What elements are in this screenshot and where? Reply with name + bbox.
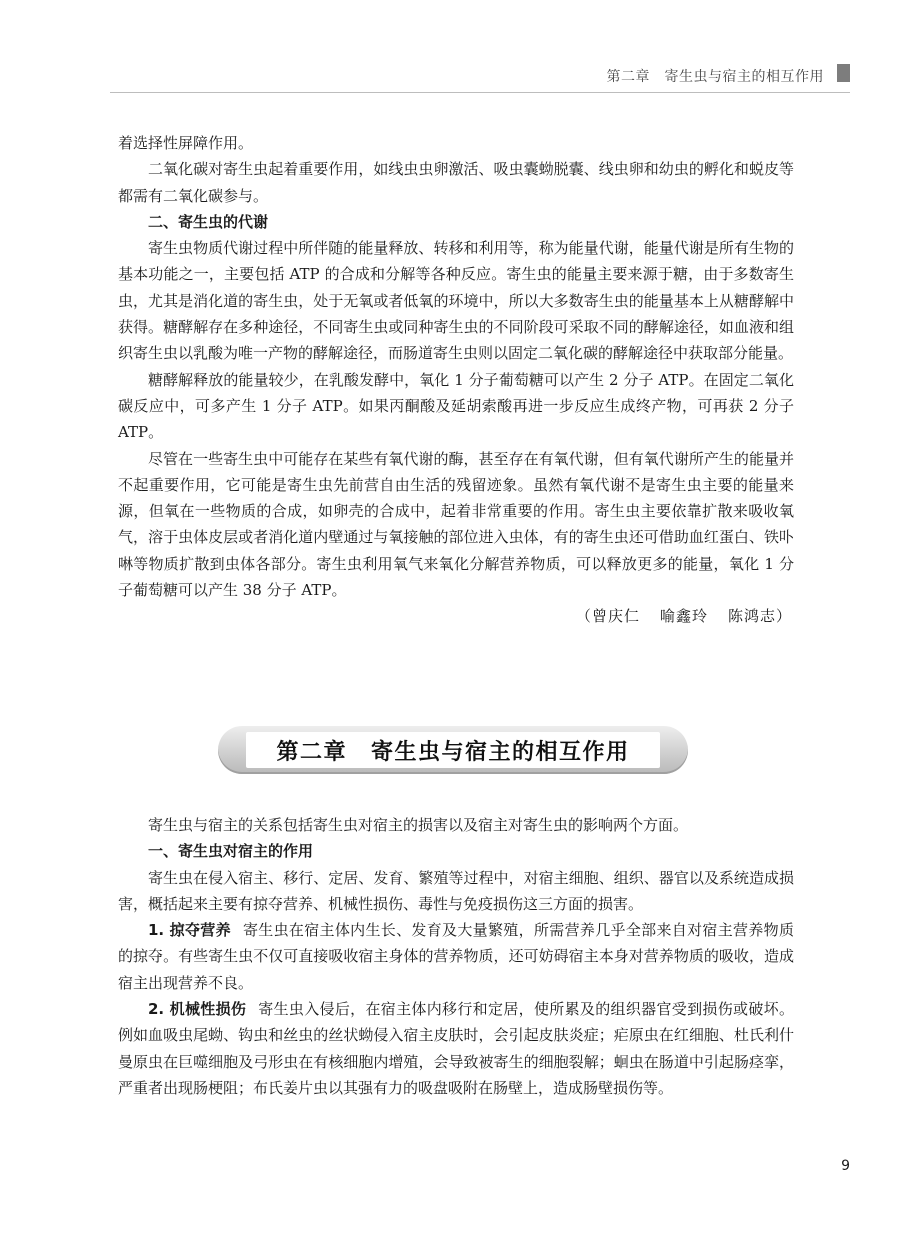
section-heading: 二、寄生虫的代谢 [148,212,269,231]
author-open-paren: （ [575,607,592,626]
running-title: 第二章 寄生虫与宿主的相互作用 [606,69,824,85]
paragraph: 寄生虫与宿主的关系包括寄生虫对宿主的损害以及宿主对寄生虫的影响两个方面。 [148,816,689,834]
chapter-title [276,735,629,766]
paragraph: 尽管在一些寄生虫中可能存在某些有氧代谢的酶，甚至存在有氧代谢，但有氧代谢所产生的能量并不起重要作用，它可能是寄生虫先前营自由生活的残留迹象。虽然有氧代谢不是寄生虫主要的能量来源，但氧在一些物质的合成，如卵壳的合成中，起着非常重要的作用。寄生虫主要依靠扩散来吸收氧气，溶于虫体皮层或者消化道内壁通过与氧接触的部位进入虫体，有的寄生虫还可借助血红蛋白、铁卟啉等物质扩散到虫体各部分。寄生虫利用氧气来氧化分解营养物质，可以释放更多的能量，氧化 1 分子葡萄糖可以产生 38 分子 ATP。 [118,449,794,600]
item-text: 寄生虫入侵后，在宿主体内移行和定居，使所累及的组织器官受到损伤或破坏。例如血吸虫尾蚴、钩虫和丝虫的丝状蚴侵入宿主皮肤时，会引起皮肤炎症；疟原虫在红细胞、杜氏利什曼原虫在巨噬细胞及弓形虫在有核细胞内增殖，会导致被寄生的细胞裂解；蛔虫在肠道中引起肠痉挛，严重者出现肠梗阻；布氏姜片虫以其强有力的吸盘吸附在肠壁上，造成肠壁损伤等。 [118,1000,795,1097]
list-item [118,996,794,1101]
running-header [110,62,850,93]
section-heading: 一、寄生虫对宿主的作用 [148,842,314,861]
author-name: 陈鸿志 [727,607,776,626]
chapter-name: 寄生虫与宿主的相互作用 [371,738,630,765]
chapter-number: 第二章 [276,738,347,765]
chapter-title-box [246,732,660,768]
author-close-paren: ） [775,607,792,626]
chapter-title-banner [218,726,688,774]
item-title: 1. 掠夺营养 [148,921,231,940]
paragraph: 着选择性屏障作用。 [118,134,254,152]
author-name: 喻鑫玲 [659,607,708,626]
header-marker [837,64,850,82]
list-item [118,917,794,996]
paragraph: 寄生虫在侵入宿主、移行、定居、发育、繁殖等过程中，对宿主细胞、组织、器官以及系统造成损害，概括起来主要有掠夺营养、机械性损伤、毒性与免疫损伤这三方面的损害。 [118,868,794,913]
paragraph: 寄生虫物质代谢过程中所伴随的能量释放、转移和利用等，称为能量代谢，能量代谢是所有生物的基本功能之一，主要包括 ATP 的合成和分解等各种反应。寄生虫的能量主要来源于糖，由于多数寄生虫，尤其是消化道的寄生虫，处于无氧或者低氧的环境中，所以大多数寄生虫的能量基本上从糖酵解中获得。糖酵解存在多种途径，不同寄生虫或同种寄生虫的不同阶段可采取不同的酵解途径，如血液和组织寄生虫以乳酸为唯一产物的酵解途径，而肠道寄生虫则以固定二氧化碳的酵解途径中获取部分能量。 [118,239,794,363]
previous-section [118,130,794,630]
paragraph: 二氧化碳对寄生虫起着重要作用，如线虫虫卵激活、吸虫囊蚴脱囊、线虫卵和幼虫的孵化和蜕皮等都需有二氧化碳参与。 [118,160,794,205]
page-number: 9 [841,1158,850,1174]
item-text: 寄生虫在宿主体内生长、发育及大量繁殖，所需营养几乎全部来自对宿主营养物质的掠夺。有些寄生虫不仅可直接吸收宿主身体的营养物质，还可妨碍宿主本身对营养物质的吸收，造成宿主出现营养不良。 [118,921,794,992]
author-name: 曾庆仁 [591,607,640,626]
author-credit [118,603,794,629]
paragraph: 糖酵解释放的能量较少，在乳酸发酵中，氧化 1 分子葡萄糖可以产生 2 分子 ATP。在固定二氧化碳反应中，可多产生 1 分子 ATP。如果丙酮酸及延胡索酸再进一步反应生成终产物，可再获 2 分子 ATP。 [118,370,794,442]
chapter-body [118,812,794,1101]
item-title: 2. 机械性损伤 [148,1000,247,1019]
